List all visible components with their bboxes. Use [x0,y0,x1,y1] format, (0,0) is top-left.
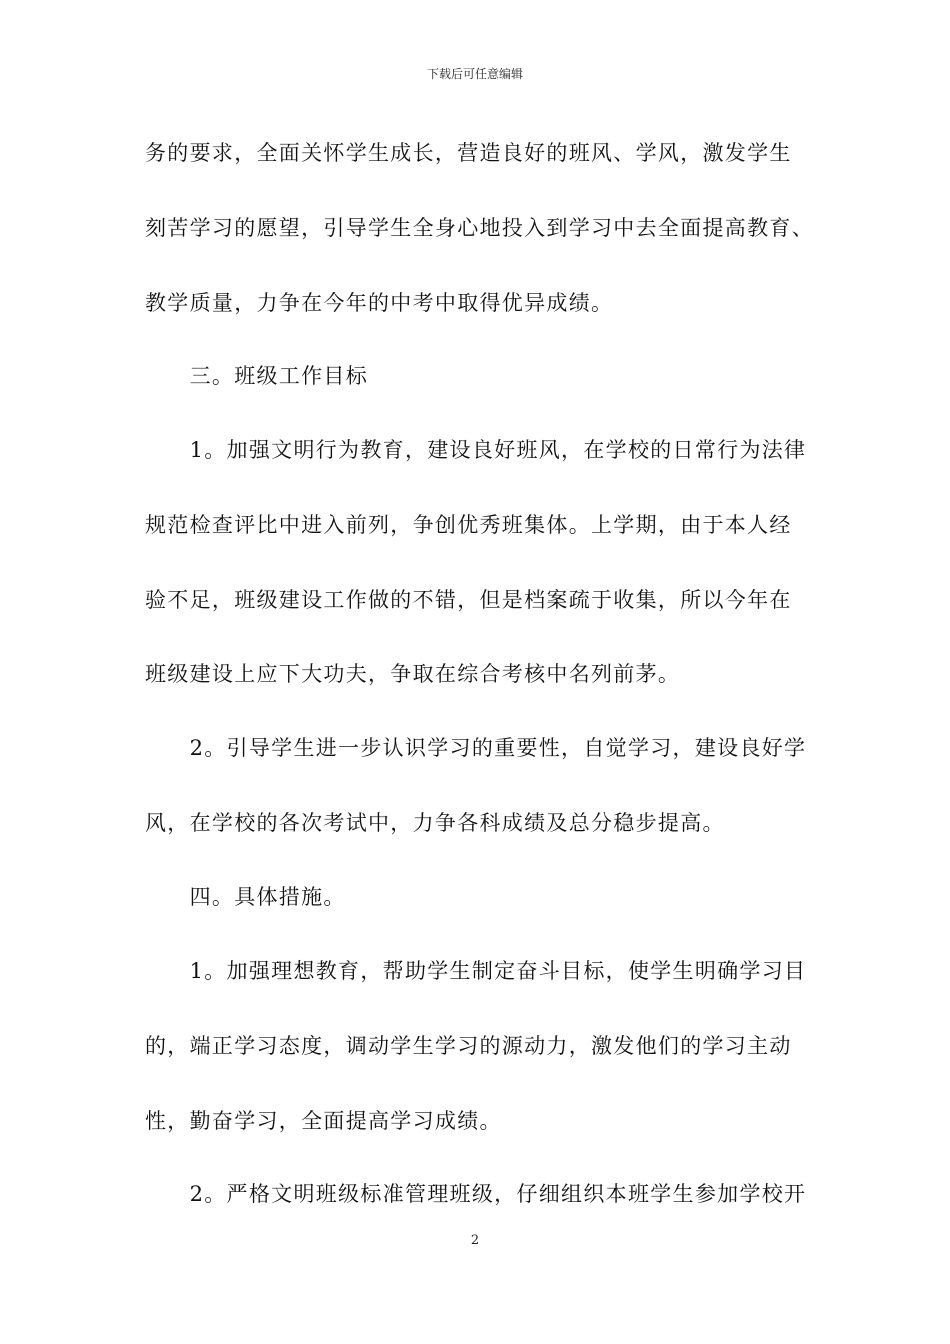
text-line: 教学质量，力争在今年的中考中取得优异成绩。 [145,291,614,315]
text-line: 2。严格文明班级标准管理班级，仔细组织本班学生参加学校开 [145,1182,807,1206]
text-line: 的，端正学习态度，调动学生学习的源动力，激发他们的学习主动 [145,1034,792,1058]
text-line: 2。引导学生进一步认识学习的重要性，自觉学习，建设良好学 [145,736,807,760]
text-line: 验不足，班级建设工作做的不错，但是档案疏于收集，所以今年在 [145,588,792,612]
text-line: 规范检查评比中进入前列，争创优秀班集体。上学期，由于本人经 [145,513,792,537]
text-line: 1。加强理想教育，帮助学生制定奋斗目标，使学生明确学习目 [145,959,807,983]
page-number: 2 [470,1233,480,1248]
text-line: 性，勤奋学习，全面提高学习成绩。 [145,1109,502,1133]
text-line: 刻苦学习的愿望，引导学生全身心地投入到学习中去全面提高教育、 [145,216,814,240]
text-line: 1。加强文明行为教育，建设良好班风，在学校的日常行为法律 [145,438,807,462]
text-line: 风，在学校的各次考试中，力争各科成绩及总分稳步提高。 [145,811,725,835]
section-heading: 三。班级工作目标 [145,364,368,388]
text-line: 班级建设上应下大功夫，争取在综合考核中名列前茅。 [145,662,681,686]
section-heading: 四。具体措施。 [145,885,346,909]
text-line: 务的要求，全面关怀学生成长，营造良好的班风、学风，激发学生 [145,141,792,165]
page-header-note: 下载后可任意编辑 [426,67,523,81]
